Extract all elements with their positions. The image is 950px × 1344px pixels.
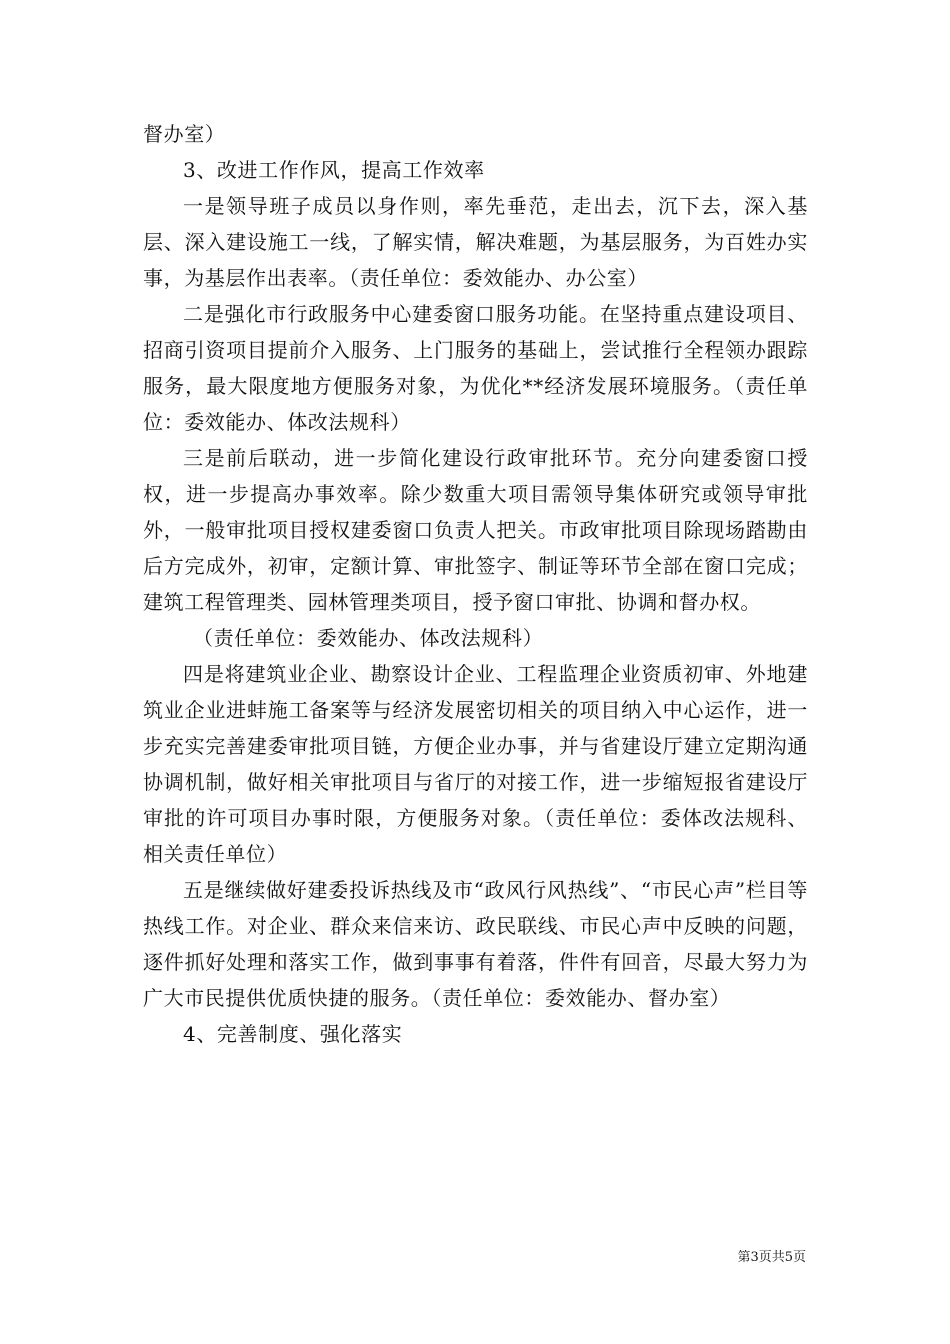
paragraph-item-2: 二是强化市行政服务中心建委窗口服务功能。在坚持重点建设项目、招商引资项目提前介入服务、上门服务的基础上，尝试推行全程领办跟踪服务，最大限度地方便服务对象，为优化**经济发展环境服务。（责任单位：委效能办、体改法规科） bbox=[143, 302, 808, 434]
paragraph-1: 督办室） bbox=[143, 122, 226, 146]
section-heading-3: 3、改进工作作风，提高工作效率 bbox=[183, 158, 485, 182]
paragraph-item-1: 一是领导班子成员以身作则，率先垂范，走出去，沉下去，深入基层、深入建设施工一线，了解实情，解决难题，为基层服务，为百姓办实事，为基层作出表率。（责任单位：委效能办、办公室） bbox=[143, 194, 808, 290]
paragraph-item-4: 四是将建筑业企业、勘察设计企业、工程监理企业资质初审、外地建筑业企业进蚌施工备案等与经济发展密切相关的项目纳入中心运作，进一步充实完善建委审批项目链，方便企业办事，并与省建设厅建立定期沟通协调机制，做好相关审批项目与省厅的对接工作，进一步缩短报省建设厅审批的许可项目办事时限，方便服务对象。（责任单位：委体改法规科、相关责任单位） bbox=[143, 662, 808, 866]
page-number: 第3页共5页 bbox=[737, 1250, 806, 1265]
responsibility-note: （责任单位：委效能办、体改法规科） bbox=[193, 626, 544, 650]
paragraph-item-5: 五是继续做好建委投诉热线及市“政风行风热线”、“市民心声”栏目等热线工作。对企业、群众来信来访、政民联线、市民心声中反映的问题，逐件抓好处理和落实工作，做到事事有着落，件件有回音，尽最大努力为广大市民提供优质快捷的服务。（责任单位：委效能办、督办室） bbox=[143, 878, 808, 1010]
document-body bbox=[143, 116, 808, 1052]
paragraph-item-3: 三是前后联动，进一步简化建设行政审批环节。充分向建委窗口授权，进一步提高办事效率。除少数重大项目需领导集体研究或领导审批外，一般审批项目授权建委窗口负责人把关。市政审批项目除现场踏勘由后方完成外，初审，定额计算、审批签字、制证等环节全部在窗口完成；建筑工程管理类、园林管理类项目，授予窗口审批、协调和督办权。 bbox=[143, 446, 808, 614]
section-heading-4: 4、完善制度、强化落实 bbox=[183, 1022, 403, 1046]
